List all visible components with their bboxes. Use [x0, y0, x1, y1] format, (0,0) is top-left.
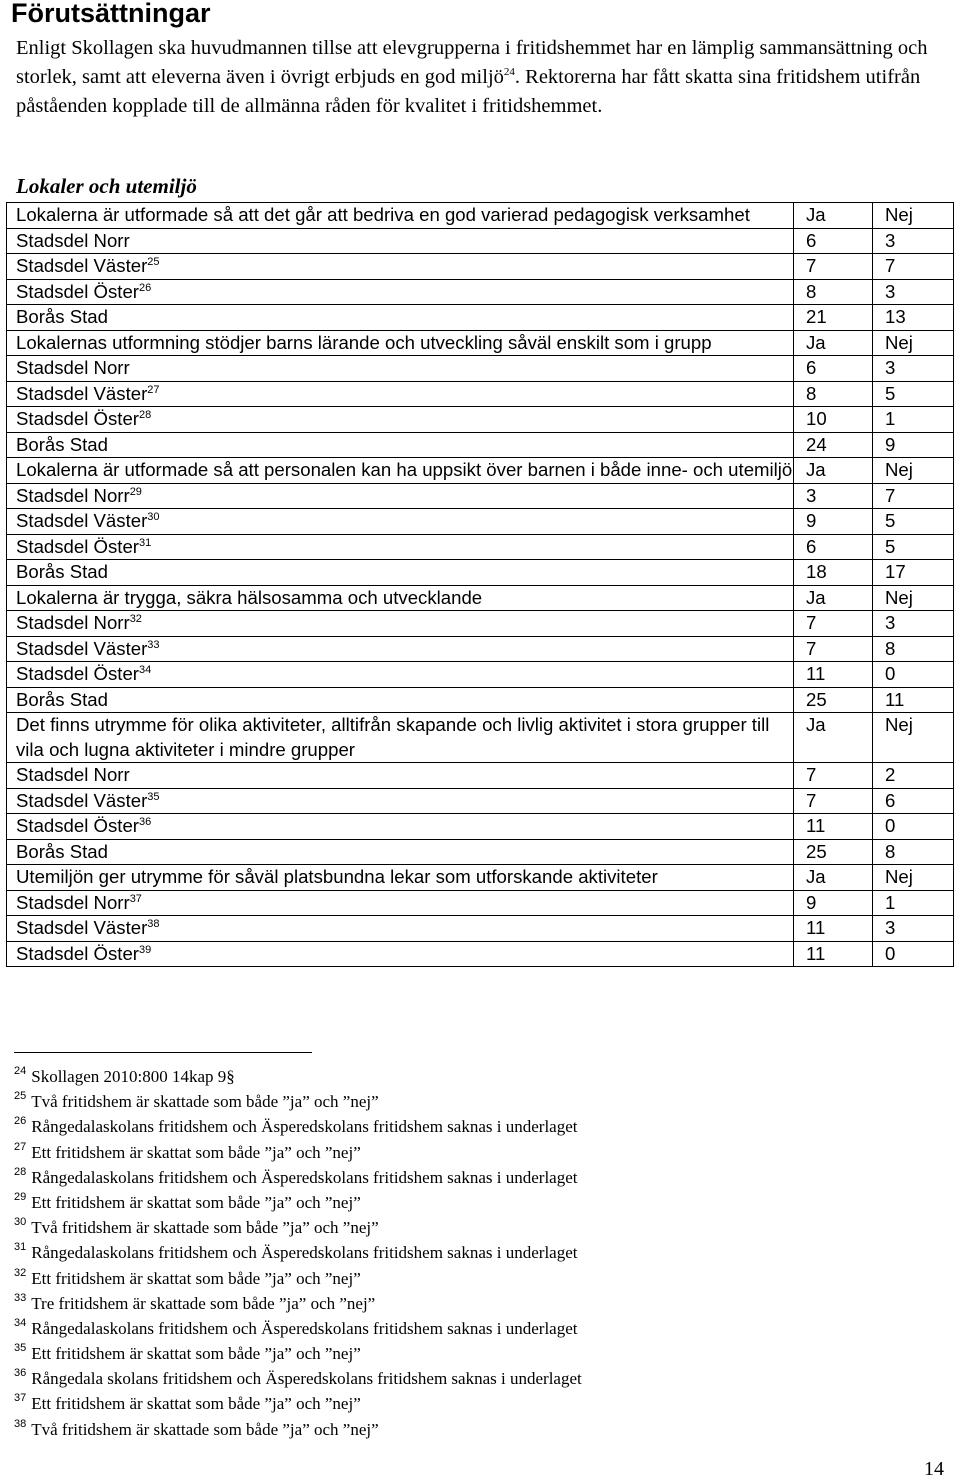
nej-cell: 3 — [873, 611, 954, 637]
district-cell — [7, 916, 794, 942]
district-label: Stadsdel Norr — [16, 612, 130, 633]
footnote — [14, 1240, 582, 1265]
district-label: Borås Stad — [16, 688, 108, 710]
ja-cell: 8 — [794, 381, 873, 407]
footnote-ref[interactable]: 25 — [147, 255, 160, 268]
footnote — [14, 1190, 582, 1215]
nej-cell: 6 — [873, 788, 954, 814]
footnote-ref[interactable]: 24 — [503, 66, 515, 79]
footnote-ref[interactable]: 32 — [129, 612, 142, 625]
footnote-number: 33 — [14, 1291, 27, 1304]
footnote-text: Skollagen 2010:800 14kap 9§ — [31, 1067, 235, 1086]
ja-cell: 7 — [794, 636, 873, 662]
footnote-text: Två fritidshem är skattade som både ”ja” och ”nej” — [31, 1092, 379, 1112]
nej-cell: 5 — [873, 509, 954, 535]
district-cell — [7, 763, 794, 789]
table-question-row — [7, 330, 954, 356]
ja-cell: Ja — [794, 458, 873, 484]
nej-cell: 9 — [873, 432, 954, 458]
ja-cell: Ja — [794, 865, 873, 891]
nej-cell: 11 — [873, 687, 954, 713]
footnote-text: Rångedalaskolans fritidshem och Äsperedskolans fritidshem saknas i underlaget — [31, 1117, 578, 1137]
nej-cell: 1 — [873, 407, 954, 433]
table-row — [7, 254, 954, 280]
table-row — [7, 305, 954, 331]
district-cell — [7, 839, 794, 865]
district-cell — [7, 814, 794, 840]
ja-cell: 9 — [794, 509, 873, 535]
district-cell — [7, 254, 794, 280]
footnote-number: 30 — [14, 1216, 27, 1229]
footnote — [14, 1140, 582, 1165]
footnote — [14, 1064, 582, 1089]
footnote-separator — [14, 1052, 312, 1053]
question-cell — [7, 713, 794, 763]
ja-cell: 25 — [794, 839, 873, 865]
table-row — [7, 509, 954, 535]
district-label: Stadsdel Öster — [16, 663, 139, 684]
district-cell — [7, 941, 794, 967]
district-cell — [7, 381, 794, 407]
table-question-row — [7, 865, 954, 891]
district-cell — [7, 890, 794, 916]
ja-cell: 18 — [794, 560, 873, 586]
district-label: Stadsdel Norr — [16, 484, 130, 506]
intro-paragraph — [16, 34, 946, 121]
footnote-text: Två fritidshem är skattade som både ”ja” och ”nej” — [31, 1218, 379, 1238]
footnote-number: 25 — [14, 1090, 27, 1103]
district-label: Stadsdel Öster — [16, 280, 139, 302]
footnote-ref[interactable]: 27 — [147, 383, 160, 396]
nej-cell: 0 — [873, 662, 954, 688]
district-label: Borås Stad — [16, 840, 108, 862]
ja-cell: 11 — [794, 814, 873, 840]
district-label: Stadsdel Öster — [16, 408, 139, 429]
footnote-number: 26 — [14, 1115, 27, 1128]
district-label: Stadsdel Väster — [16, 510, 148, 531]
table-question-row — [7, 713, 954, 763]
question-label: Lokalerna är trygga, säkra hälsosamma och utvecklande — [16, 586, 483, 608]
footnote-number: 31 — [14, 1241, 27, 1254]
question-label: Lokalernas utformning stödjer barns lärande och utveckling såväl enskilt som i grupp — [16, 331, 712, 353]
table-row — [7, 534, 954, 560]
intro-text-start: Enligt Skollagen ska huvudmannen tillse att elevgrupperna i fritidshemmet har en lämplig sammansättning och storlek, samt att eleverna även i övrigt erbjuds en god miljö — [16, 37, 928, 88]
table-row — [7, 279, 954, 305]
nej-cell: Nej — [873, 330, 954, 356]
table-row — [7, 814, 954, 840]
district-cell — [7, 560, 794, 586]
district-cell — [7, 483, 794, 509]
table-row — [7, 788, 954, 814]
footnote-ref[interactable]: 35 — [147, 790, 160, 803]
results-table — [6, 202, 954, 967]
ja-cell: Ja — [794, 203, 873, 229]
footnote-text: Tre fritidshem är skattade som både ”ja” och ”nej” — [31, 1293, 376, 1313]
table-row — [7, 662, 954, 688]
footnote-number: 24 — [14, 1065, 27, 1077]
footnote-text: Rångedala skolans fritidshem och Äsperedskolans fritidshem saknas i underlaget — [31, 1369, 582, 1389]
footnote — [14, 1165, 582, 1190]
nej-cell: 1 — [873, 890, 954, 916]
district-label: Borås Stad — [16, 306, 108, 327]
ja-cell: 7 — [794, 254, 873, 280]
nej-cell: Nej — [873, 458, 954, 484]
footnote — [14, 1215, 582, 1240]
nej-cell: 3 — [873, 916, 954, 942]
footnote — [14, 1266, 582, 1291]
district-label: Borås Stad — [16, 433, 108, 455]
table-row — [7, 916, 954, 942]
district-cell — [7, 611, 794, 637]
question-cell — [7, 865, 794, 891]
district-label: Stadsdel Öster — [16, 535, 139, 557]
district-label: Stadsdel Väster — [16, 917, 148, 938]
footnote-ref[interactable]: 37 — [129, 892, 142, 905]
footnote-ref[interactable]: 28 — [138, 408, 152, 421]
table-question-row — [7, 203, 954, 229]
footnote-ref[interactable]: 38 — [147, 917, 160, 930]
page-heading: Förutsättningar — [11, 0, 211, 28]
table-row — [7, 381, 954, 407]
footnote-number: 36 — [14, 1367, 27, 1380]
table-question-row — [7, 458, 954, 484]
ja-cell: 24 — [794, 432, 873, 458]
footnote-number: 32 — [14, 1266, 27, 1279]
table-row — [7, 839, 954, 865]
nej-cell: 17 — [873, 560, 954, 586]
ja-cell: 9 — [794, 890, 873, 916]
footnote-text: Ett fritidshem är skattat som både ”ja” och ”nej” — [31, 1344, 361, 1364]
nej-cell: 7 — [873, 254, 954, 280]
district-cell — [7, 662, 794, 688]
section-title: Lokaler och utemiljö — [16, 174, 197, 198]
page-number: 14 — [924, 1458, 944, 1480]
footnote — [14, 1316, 582, 1341]
district-label: Stadsdel Väster — [16, 789, 148, 811]
table-row — [7, 763, 954, 789]
footnote — [14, 1341, 582, 1366]
nej-cell: 0 — [873, 941, 954, 967]
question-cell — [7, 458, 794, 484]
table-row — [7, 407, 954, 433]
ja-cell: 11 — [794, 662, 873, 688]
ja-cell: 6 — [794, 356, 873, 382]
footnote-number: 28 — [14, 1165, 27, 1178]
footnote-ref[interactable]: 33 — [147, 638, 160, 651]
question-cell — [7, 203, 794, 229]
ja-cell: 7 — [794, 763, 873, 789]
district-cell — [7, 636, 794, 662]
table-row — [7, 560, 954, 586]
ja-cell: Ja — [794, 713, 873, 763]
question-cell — [7, 330, 794, 356]
nej-cell: 7 — [873, 483, 954, 509]
table-question-row — [7, 585, 954, 611]
district-label: Stadsdel Väster — [16, 382, 148, 404]
district-cell — [7, 432, 794, 458]
ja-cell: 8 — [794, 279, 873, 305]
district-cell — [7, 407, 794, 433]
ja-cell: 6 — [794, 228, 873, 254]
footnote-text: Ett fritidshem är skattat som både ”ja” och ”nej” — [31, 1394, 361, 1414]
nej-cell: Nej — [873, 713, 954, 763]
footnote-ref[interactable]: 36 — [138, 815, 152, 828]
ja-cell: 6 — [794, 534, 873, 560]
footnote-number: 37 — [14, 1392, 27, 1405]
ja-cell: 21 — [794, 305, 873, 331]
footnote — [14, 1114, 582, 1139]
nej-cell: 5 — [873, 381, 954, 407]
footnote-number: 38 — [14, 1417, 27, 1430]
footnote-text: Två fritidshem är skattade som både ”ja” och ”nej” — [31, 1419, 379, 1439]
table-row — [7, 941, 954, 967]
district-cell — [7, 356, 794, 382]
ja-cell: Ja — [794, 330, 873, 356]
ja-cell: 10 — [794, 407, 873, 433]
question-label: Lokalerna är utformade så att det går att bedriva en god varierad pedagogisk verksamhet — [16, 204, 750, 225]
district-cell — [7, 228, 794, 254]
nej-cell: 5 — [873, 534, 954, 560]
footnote — [14, 1291, 582, 1316]
footnote-number: 29 — [14, 1190, 27, 1203]
table-row — [7, 356, 954, 382]
district-cell — [7, 788, 794, 814]
footnote-ref[interactable]: 26 — [138, 281, 152, 294]
footnote-ref[interactable]: 29 — [129, 485, 142, 498]
question-label: Det finns utrymme för olika aktiviteter, alltifrån skapande och livlig aktivitet i stora grupper till vila och lugna aktiviteter i mindre grupper — [16, 714, 770, 760]
nej-cell: 2 — [873, 763, 954, 789]
footnote-number: 35 — [14, 1342, 27, 1355]
nej-cell: Nej — [873, 865, 954, 891]
nej-cell: 0 — [873, 814, 954, 840]
ja-cell: 7 — [794, 788, 873, 814]
footnote-ref[interactable]: 31 — [138, 536, 152, 549]
footnote — [14, 1391, 582, 1416]
table-row — [7, 228, 954, 254]
footnote-text: Ett fritidshem är skattat som både ”ja” och ”nej” — [31, 1142, 361, 1162]
ja-cell: 11 — [794, 916, 873, 942]
table-row — [7, 611, 954, 637]
district-label: Stadsdel Väster — [16, 255, 148, 276]
district-label: Stadsdel Norr — [16, 764, 130, 785]
footnote-text: Rångedalaskolans fritidshem och Äsperedskolans fritidshem saknas i underlaget — [31, 1318, 578, 1338]
table-row — [7, 636, 954, 662]
ja-cell: Ja — [794, 585, 873, 611]
table-row — [7, 483, 954, 509]
table-row — [7, 432, 954, 458]
nej-cell: 8 — [873, 636, 954, 662]
footnote-text: Rångedalaskolans fritidshem och Äsperedskolans fritidshem saknas i underlaget — [31, 1167, 578, 1187]
footnote-text: Ett fritidshem är skattat som både ”ja” och ”nej” — [31, 1268, 361, 1288]
footnote-number: 34 — [14, 1316, 27, 1329]
footnote-text: Ett fritidshem är skattat som både ”ja” och ”nej” — [31, 1192, 361, 1212]
district-label: Stadsdel Öster — [16, 942, 139, 964]
footnote-number: 27 — [14, 1140, 27, 1153]
ja-cell: 3 — [794, 483, 873, 509]
district-label: Stadsdel Norr — [16, 357, 130, 378]
district-label: Stadsdel Väster — [16, 637, 148, 659]
footnote — [14, 1089, 582, 1114]
intro-text-end: . Rektorerna har fått skatta sina fritidshem utifrån påståenden kopplade till de allmänna råden för kvalitet i fritidshemmet. — [16, 66, 921, 117]
footnote-text: Rångedalaskolans fritidshem och Äsperedskolans fritidshem saknas i underlaget — [31, 1243, 578, 1263]
footnote-ref[interactable]: 30 — [147, 510, 160, 523]
footnote-ref[interactable]: 34 — [138, 663, 152, 676]
district-cell — [7, 509, 794, 535]
ja-cell: 11 — [794, 941, 873, 967]
footnote — [14, 1366, 582, 1391]
question-label: Lokalerna är utformade så att personalen kan ha uppsikt över barnen i både inne- och utemiljö — [16, 459, 793, 480]
district-label: Stadsdel Norr — [16, 229, 130, 251]
nej-cell: 3 — [873, 356, 954, 382]
district-cell — [7, 279, 794, 305]
nej-cell: Nej — [873, 203, 954, 229]
district-label: Stadsdel Öster — [16, 815, 139, 836]
ja-cell: 25 — [794, 687, 873, 713]
district-cell — [7, 305, 794, 331]
question-cell — [7, 585, 794, 611]
nej-cell: 8 — [873, 839, 954, 865]
nej-cell: Nej — [873, 585, 954, 611]
district-label: Stadsdel Norr — [16, 891, 130, 913]
district-cell — [7, 534, 794, 560]
footnote — [14, 1417, 582, 1442]
district-label: Borås Stad — [16, 561, 108, 582]
nej-cell: 13 — [873, 305, 954, 331]
ja-cell: 7 — [794, 611, 873, 637]
district-cell — [7, 687, 794, 713]
table-row — [7, 687, 954, 713]
nej-cell: 3 — [873, 279, 954, 305]
footnote-ref[interactable]: 39 — [138, 943, 152, 956]
question-label: Utemiljön ger utrymme för såväl platsbundna lekar som utforskande aktiviteter — [16, 866, 658, 887]
nej-cell: 3 — [873, 228, 954, 254]
table-row — [7, 890, 954, 916]
footnote-list — [14, 1064, 582, 1442]
